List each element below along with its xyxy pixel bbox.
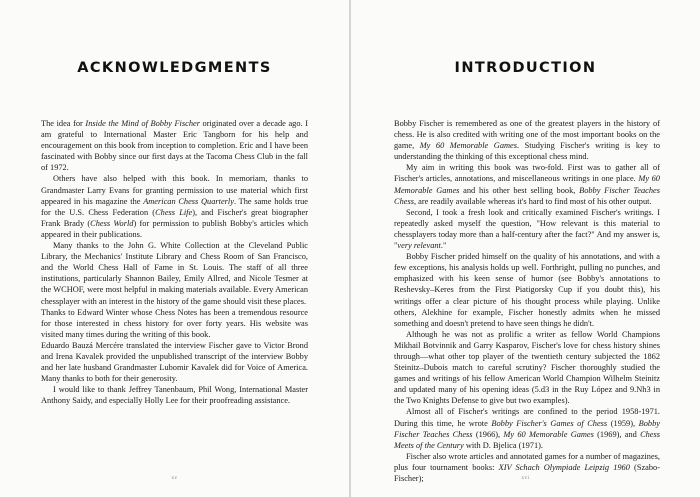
text-run: (1966),: [472, 429, 504, 439]
paragraph: Although he was not as prolific a writer as fellow World Champions Mikhail Botvinnik and Garry Kasparov, Fischer's love for chess history shines through—what other top player of the twentieth century subjected the 1862 Steinitz–Dubois match to careful scrutiny? Fischer thoroughly studied the games and writings of his fellow American World Champion Wilhelm Steinitz and updated many of his opening ideas (5.d3 in the Ruy López and 9.Nh3 in the Two Knights Defense to give but two examples).: [394, 329, 660, 406]
text-run: originated over a decade ago. I am grateful to International Master Eric Tangborn for his help and encouragement on this book from inception to completion. Eric and I have been fascinated with Bobby since our first days at the Tacoma Chess Club in the fall of 1972.: [41, 119, 308, 173]
text-run: (Szabo-Fischer);: [394, 462, 660, 483]
text-run: Others have also helped with this book. In memoriam, thanks to Grandmaster Larry Evans for granting permission to use material which first appeared in his magazine the: [41, 174, 308, 206]
left-page: [0, 0, 349, 497]
book-title: Bobby Fischer Teaches Chess: [394, 418, 660, 439]
book-title: My 60 Memorable Games: [394, 174, 660, 195]
magazine-title: American Chess Quarterly: [143, 196, 234, 206]
text-run: Fischer also wrote articles and annotated games for a number of magazines, plus four tournament books:: [394, 451, 660, 472]
page-title: ACKNOWLEDGMENTS: [77, 60, 272, 76]
book-title: Inside the Mind of Bobby Fischer: [85, 119, 200, 128]
book-title: Bobby Fischer Teaches Chess: [394, 185, 660, 206]
right-page: [351, 0, 700, 497]
paragraph: Eduardo Bauzá Mercére translated the interview Fischer gave to Victor Brond and Irena Kavalek provided the unpublished transcript of the interview Bobby and her late husband Grandmaster Lubomir Kavalek did for Voice of America. Many thanks to both for their generosity.: [41, 340, 308, 384]
book-title: Bobby Fischer's Games of Chess: [491, 418, 608, 428]
text-run: with D. Bjelica (1971).: [463, 440, 543, 450]
paragraph: [41, 118, 308, 173]
page-number: xvi: [521, 476, 530, 481]
magazine-title: Chess Life: [155, 207, 193, 217]
text-run: ) for permission to publish Bobby's articles which appeared in their publications.: [41, 218, 308, 239]
paragraph: I would like to thank Jeffrey Tanenbaum, Phil Wong, International Master Anthony Saidy, and especially Holly Lee for their proofreading assistance.: [41, 385, 308, 406]
text-run: (1959),: [607, 418, 639, 428]
paragraph: Many thanks to the John G. White Collection at the Cleveland Public Library, the Mechanics' Institute Library and Chess Room of San Francisco, and the World Chess Hall of Fame in St. Louis. The staff of all three institutions, particularly Shannon Bailey, Emily Allred, and Nicole Tesmer at the WCHOF, were most helpful in making materials available. Every American chessplayer with an interest in the history of the game should visit these places.: [41, 241, 308, 306]
emphasis: very relevant: [397, 241, 441, 251]
book-title: My 60 Memorable Games: [503, 429, 594, 439]
text-run: and his other best selling book,: [459, 185, 580, 195]
book-title: XIV Schach Olympiade Leipzig 1960: [498, 462, 630, 472]
text-run: Bobby Fischer is remembered as one of the greatest players in the history of chess. He is also credited with writing one of the most important books on the game,: [394, 119, 660, 151]
text-run: .": [440, 241, 447, 251]
page-title: INTRODUCTION: [454, 60, 597, 76]
text-run: . The same holds true for the U.S. Chess Federation (: [41, 196, 309, 217]
text-run: , are readily available whereas it's hard to find most of his other output.: [413, 196, 652, 206]
paragraph: [394, 118, 660, 162]
paragraph: Bobby Fischer prided himself on the quality of his annotations, and with a few exceptions, his analysis holds up well. Forthright, pulling no punches, and emphasized with his keen sense of humor (see Bobby's annotations to Reshevsky–Keres from the First Piatigorsky Cup if you doubt this), his writings offer a clear picture of his thought process while playing. Unlike others, Alekhine for example, Fischer honestly admits when he missed something and doesn't pretend to have seen things he didn't.: [394, 252, 660, 328]
paragraph: [41, 173, 308, 240]
magazine-title: Chess World: [90, 218, 134, 228]
paragraph: [394, 207, 660, 251]
text-run: The idea for: [41, 119, 86, 128]
page-number: xv: [171, 476, 178, 481]
text-run: . Studying Fischer's writing is key to understanding the thinking of this exceptional chess mind.: [394, 141, 660, 162]
page-body: [394, 118, 660, 484]
paragraph: Thanks to Edward Winter whose Chess Notes has been a tremendous resource for those interested in chess history for over forty years. His website was visited many times during the writing of this book.: [41, 307, 308, 339]
book-title: My 60 Memorable Games: [419, 141, 517, 151]
text-run: Second, I took a fresh look and critically examined Fischer's writings. I repeatedly asked myself the question, "How relevant is this material to chessplayers today more than a half-century after the fact?" And my answer is, ": [394, 207, 660, 251]
page-body: [41, 118, 308, 406]
book-title: Chess Meets of the Century: [394, 429, 660, 450]
text-run: ), and Fischer's great biographer Frank Brady (: [41, 207, 308, 228]
paragraph: [394, 162, 660, 206]
paragraph: [394, 406, 660, 450]
text-run: (1969), and: [593, 429, 641, 439]
text-run: My aim in writing this book was two-fold. First was to gather all of Fischer's articles, annotations, and miscellaneous writings in one place.: [394, 163, 660, 184]
text-run: Almost all of Fischer's writings are confined to the period 1958-1971. During this time, he wrote: [394, 407, 660, 428]
